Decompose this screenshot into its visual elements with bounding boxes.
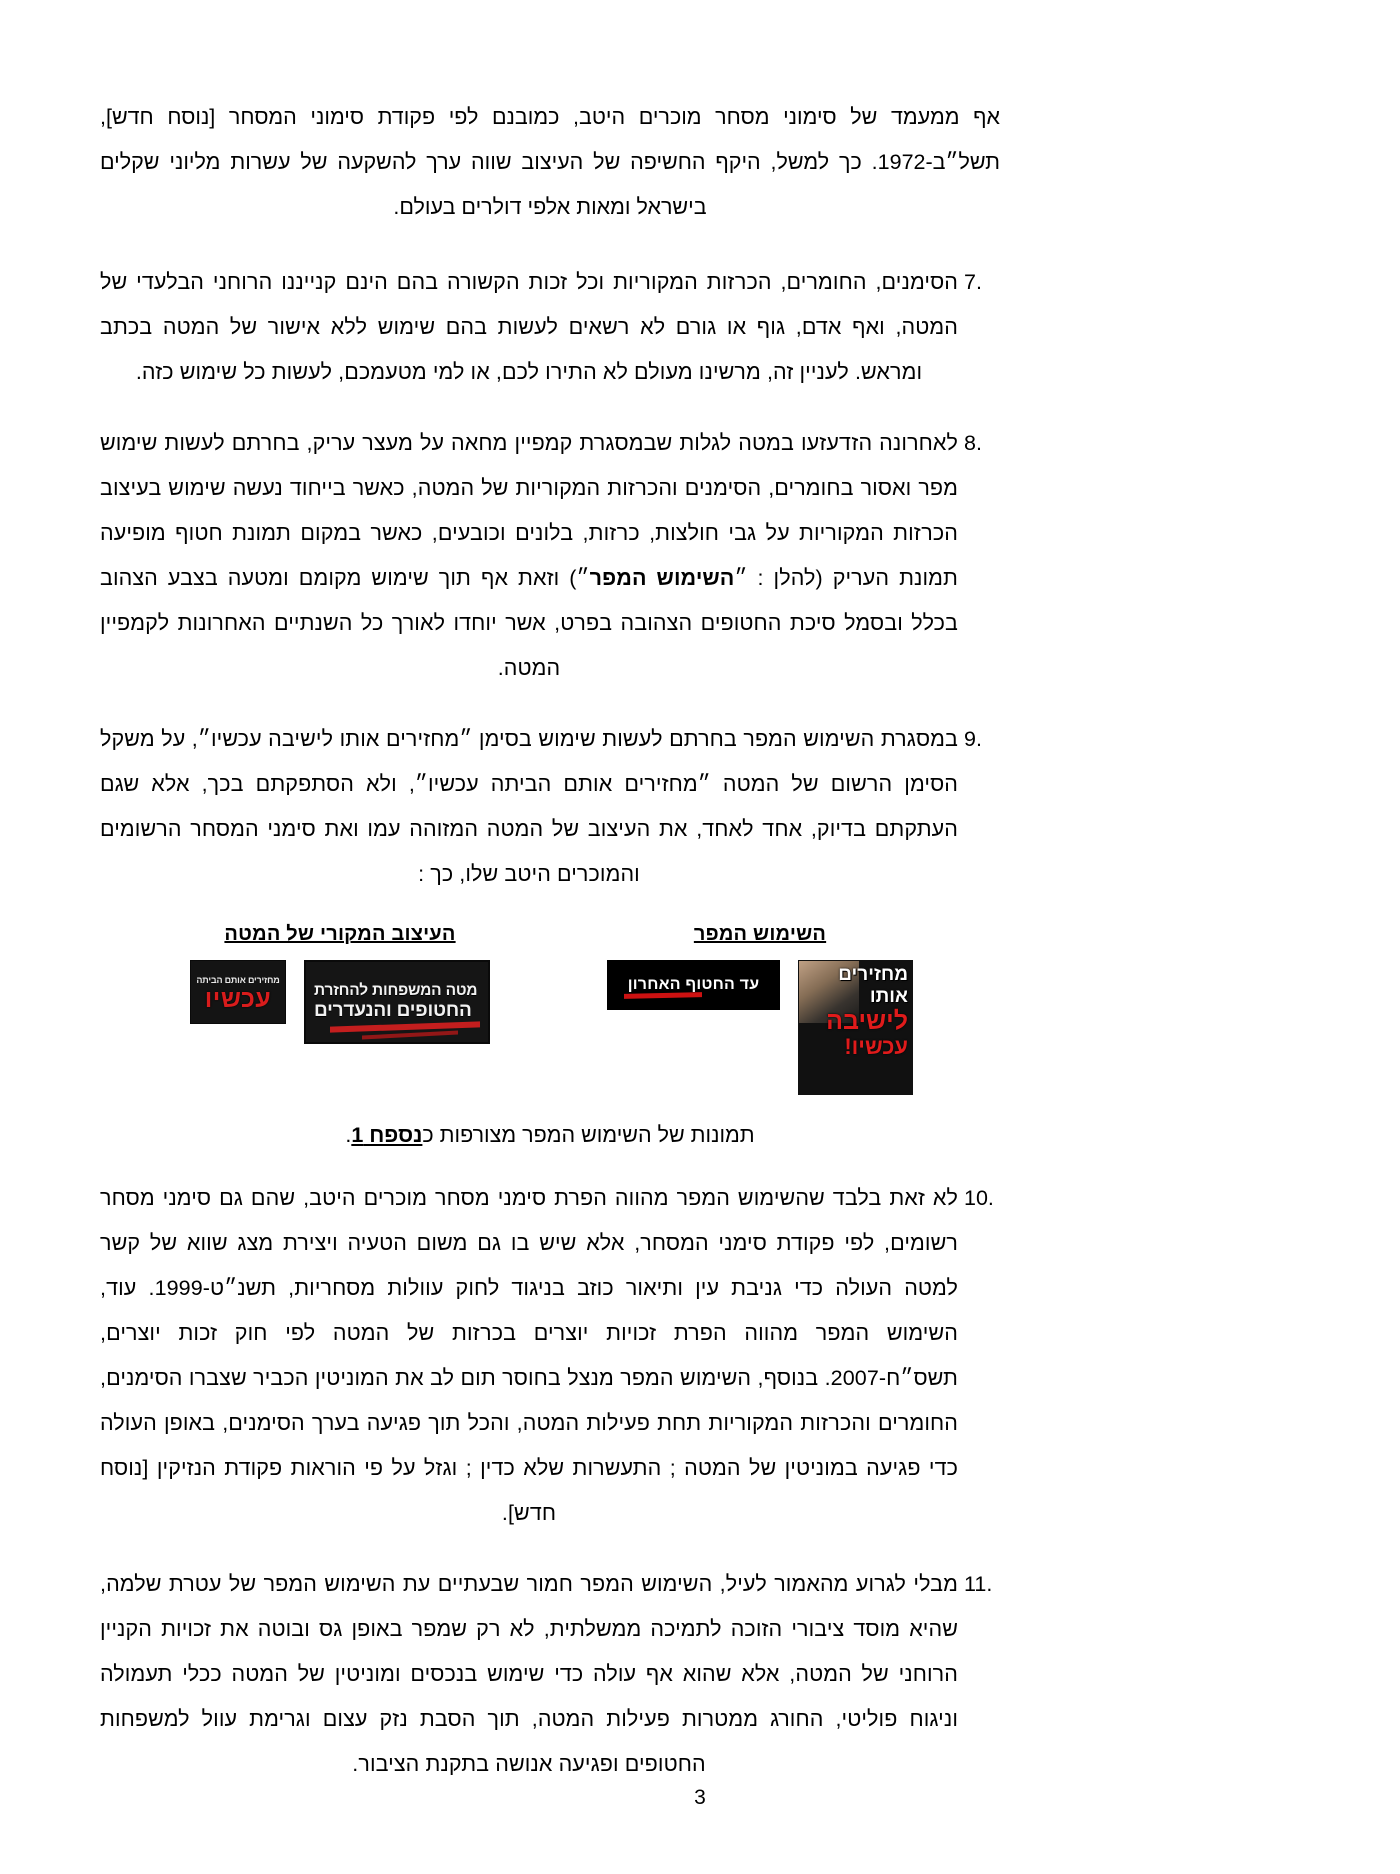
paragraph-8-number: 8. bbox=[964, 431, 982, 455]
page-number-footer: 3 bbox=[694, 1786, 706, 1809]
figure-comparison bbox=[100, 923, 1000, 1095]
infringing-poster-image bbox=[798, 960, 913, 1095]
figure-caption-infringing: השימוש המפר bbox=[693, 923, 827, 945]
paragraph-9 bbox=[100, 717, 1000, 897]
infringing-banner-text: עד החטוף האחרון bbox=[627, 976, 760, 993]
paragraph-9-number: 9. bbox=[964, 727, 982, 751]
paragraph-8-text bbox=[100, 421, 958, 691]
org-banner-red-underline-stroke-secondary bbox=[362, 1030, 458, 1039]
paragraph-7-number: 7. bbox=[964, 270, 982, 294]
figure-exhibit-note bbox=[100, 1113, 1000, 1158]
now-banner-big-line: עכשיו bbox=[204, 985, 272, 1013]
figure-caption-original: העיצוב המקורי של המטה bbox=[224, 923, 456, 945]
poster-line-3: לישיבה bbox=[826, 1007, 908, 1035]
poster-line-2: אותו bbox=[869, 986, 908, 1007]
paragraph-8 bbox=[100, 421, 1000, 691]
figure-group-original bbox=[130, 923, 550, 1044]
page-content bbox=[100, 95, 1000, 1813]
figure-note-text-before: תמונות של השימוש המפר מצורפות כ bbox=[422, 1123, 755, 1147]
original-org-banner-image bbox=[304, 960, 490, 1044]
infringing-slogan-banner-image bbox=[607, 960, 780, 1010]
figure-note-exhibit-ref: נספח 1 bbox=[351, 1123, 423, 1147]
paragraph-9-text: במסגרת השימוש המפר בחרתם לעשות שימוש בסימן ״מחזירים אותו לישיבה עכשיו״, על משקל הסימן הרשום של המטה ״מחזירים אותם הביתה עכשיו״, ולא הסתפקתם בכך, אלא שגם העתקתם בדיוק, אחד לאחד, את העיצוב של המטה המזוהה עמו ואת סימני המסחר הרשומים והמוכרים היטב שלו, כך : bbox=[100, 727, 958, 886]
figure-row-original bbox=[190, 960, 490, 1044]
paragraph-11 bbox=[100, 1562, 1000, 1787]
paragraph-8-text-before-bold: לאחרונה הזדעזעו במטה לגלות שבמסגרת קמפיין מחאה על מעצר עריק, בחרתם לעשות שימוש מפר ואסור בחומרים, הסימנים והכרזות המקוריות של המטה, כאשר בייחוד נעשה שימוש בעיצוב הכרזות המקוריות על גבי חולצות, כרזות, בלונים וכובעים, כאשר במקום תמונת חטוף מופיעה תמונת העריק (להלן : ״ bbox=[100, 431, 959, 590]
org-banner-line-1: מטה המשפחות להחזרת bbox=[314, 981, 478, 999]
paragraph-8-text-after-bold: ״) וזאת אף תוך שימוש מקומם ומטעה בצבע הצהוב בכלל ובסמל סיכת החטופים הצהובה בפרט, אשר יוחדו לאורך כל השנתיים האחרונות לקמפיין המטה. bbox=[100, 566, 958, 680]
org-banner-line-2: החטופים והנעדרים bbox=[314, 999, 472, 1021]
figure-group-infringing bbox=[550, 923, 970, 1095]
poster-line-4: עכשיו! bbox=[844, 1034, 908, 1059]
paragraph-10-number: 10. bbox=[964, 1186, 994, 1210]
paragraph-8-defined-term: השימוש המפר bbox=[589, 566, 735, 590]
poster-line-1: מחזירים bbox=[838, 964, 908, 985]
paragraph-11-text: מבלי לגרוע מהאמור לעיל, השימוש המפר חמור שבעתיים עת השימוש המפר של עטרת שלמה, שהיא מוסד ציבורי הזוכה לתמיכה ממשלתית, לא רק שמפר באופן גס ובוטה את זכויות הקניין הרוחני של המטה, אלא שהוא אף עולה כדי שימוש בנכסים ומוניטין של המטה ככלי תעמולה וניגוח פוליטי, החורג ממטרות פעילות המטה, תוך הסבת נזק עצום וגרימת עוול למשפחות החטופים ופגיעה אנושה בתקנת הציבור. bbox=[100, 1572, 958, 1776]
lead-paragraph: אף ממעמד של סימוני מסחר מוכרים היטב, כמובנם לפי פקודת סימוני המסחר [נוסח חדש], תשל״ב-1972. כך למשל, היקף החשיפה של העיצוב שווה ערך להשקעה של עשרות מליוני שקלים בישראל ומאות אלפי דולרים בעולם. bbox=[100, 105, 1000, 219]
paragraph-7 bbox=[100, 260, 1000, 395]
paragraph-10-text: לא זאת בלבד שהשימוש המפר מהווה הפרת סימני מסחר מוכרים היטב, שהם גם סימני מסחר רשומים, לפי פקודת סימני המסחר, אלא שיש בו גם משום הטעיה ויצירת מצג שווא של קשר למטה העולה כדי גניבת עין ותיאור כוזב בניגוד לחוק עוולות מסחריות, תשנ״ט-1999. עוד, השימוש המפר מהווה הפרת זכויות יוצרים בכרזות של המטה לפי חוק זכות יוצרים, תשס״ח-2007. בנוסף, השימוש המפר מנצל בחוסר תום לב את המוניטין הכביר שצברו הסימנים, החומרים והכרזות המקוריות תחת פעילות המטה, והכל תוך פגיעה בערך הסימנים, באופן העולה כדי פגיעה במוניטין של המטה ; התעשרות שלא כדין ; וגזל על פי הוראות פקודת הנזיקין [נוסח חדש]. bbox=[100, 1186, 958, 1525]
paragraph-10 bbox=[100, 1176, 1000, 1536]
now-banner-small-line: מחזירים אותם הביתה bbox=[196, 975, 280, 985]
figure-note-text-after: . bbox=[345, 1123, 352, 1147]
figure-row-infringing bbox=[607, 960, 913, 1095]
original-now-banner-image bbox=[190, 960, 286, 1024]
paragraph-11-number: 11. bbox=[964, 1572, 993, 1596]
paragraph-7-text: הסימנים, החומרים, הכרזות המקוריות וכל זכות הקשורה בהם הינם קנייננו הרוחני הבלעדי של המטה, ואף אדם, גוף או גורם לא רשאים לעשות בהם שימוש ללא אישור של המטה בכתב ומראש. לעניין זה, מרשינו מעולם לא התירו לכם, או למי מטעמכם, לעשות כל שימוש כזה. bbox=[100, 270, 958, 384]
